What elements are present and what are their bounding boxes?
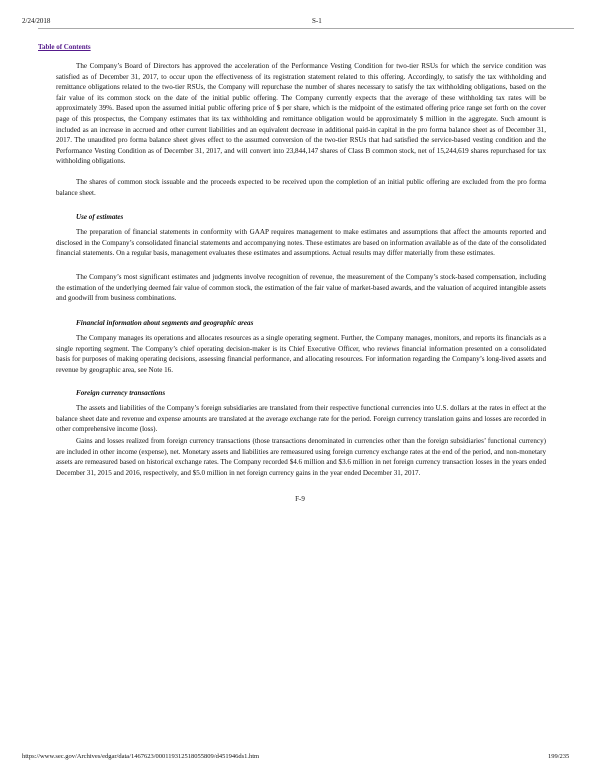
paragraph [56, 436, 546, 478]
paragraph [56, 272, 546, 304]
paragraph [56, 403, 546, 435]
paragraph-text: The preparation of financial statements in conformity with GAAP requires management to make estimates and assumptions that affect the amounts reported and disclosed in the Company’s consolidated financial statements and accompanying notes. These estimates are based on information available as of the date of the consolidated financial statements. On a regular basis, management evaluates these estimates and assumptions. Actual results may differ materially from these estimates. [56, 228, 546, 258]
table-of-contents-link[interactable]: Table of Contents [38, 43, 91, 51]
paragraph-text: The shares of common stock issuable and the proceeds expected to be received upon the completion of an initial public offering are excluded from the pro forma balance sheet. [56, 178, 546, 197]
document-title: S-1 [312, 17, 322, 25]
paragraph-text: The Company’s Board of Directors has approved the acceleration of the Performance Vesting Condition for two-tier RSUs for which the service condition was satisfied as of December 31, 2017, to occur upon the effectiveness of its registration statement related to this offering. Accordingly, to satisfy the tax withholding and remittance obligations related to the two-tier RSUs, the Company will repurchase the number of shares necessary to satisfy the tax withholding obligations, based on the fair value of its common stock on the date of the initial public offering. The Company currently expects that the average of these withholding tax rates will be approximately 39%. Based upon the assumed initial public offering price of $ per share, which is the midpoint of the estimated offering price range set forth on the cover page of this prospectus, the Company estimates that its tax withholding and remittance obligation would be approximately $ million in the aggregate. Such amount is included as an increase in accrued and other current liabilities and an equivalent decrease in additional paid-in capital in the pro forma balance sheet as of December 31, 2017. The unaudited pro forma balance sheet gives effect to the assumed conversion of the two-tier RSUs that had satisfied the service-based vesting condition and the Performance Vesting Condition as of December 31, 2017, and will convert into 23,844,147 shares of Class B common stock, net of 15,244,619 shares repurchased for tax withholding obligations. [56, 62, 546, 166]
paragraph [56, 177, 546, 198]
paragraph-text: The Company manages its operations and allocates resources as a single operating segment. Further, the Company manages, monitors, and reports its financials as a single reporting segment. The Company’s chief operating decision-maker is its Chief Executive Officer, who reviews financial information presented on a consolidated basis for purposes of making operating decisions, assessing financial performance, and allocating resources. For information regarding the Company’s long-lived assets and revenue by geographic area, see Note 16. [56, 334, 546, 374]
paragraph [56, 227, 546, 259]
header-divider [38, 28, 574, 29]
paragraph-text: The assets and liabilities of the Company’s foreign subsidiaries are translated from their respective functional currencies into U.S. dollars at the rates in effect at the balance sheet date and revenue and expense amounts are translated at the average exchange rate for the period. Foreign currency translation gains and losses are recorded in other comprehensive income (loss). [56, 404, 546, 434]
section-heading: Financial information about segments and geographic areas [76, 319, 254, 327]
paragraph [56, 333, 546, 375]
paragraph-text: The Company’s most significant estimates and judgments involve recognition of revenue, the measurement of the Company’s stock-based compensation, including the estimation of the underlying deemed fair value of common stock, the estimation of the fair value of market-based awards, and the valuation of acquired intangible assets and goodwill from business combinations. [56, 273, 546, 303]
paragraph-text: Gains and losses realized from foreign currency transactions (those transactions denominated in currencies other than the foreign subsidiaries’ functional currency) are included in other income (expense), net. Monetary assets and liabilities are remeasured using foreign currency exchange rates at the end of the period, and non-monetary assets are remeasured based on historical exchange rates. The Company recorded $4.6 million and $3.6 million in net foreign currency transaction losses in the years ended December 31, 2015 and 2016, respectively, and $5.0 million in net foreign currency gains in the year ended December 31, 2017. [56, 437, 546, 477]
paragraph [56, 61, 546, 167]
page-number: F-9 [295, 495, 305, 503]
print-date: 2/24/2018 [22, 17, 51, 25]
footer-url: https://www.sec.gov/Archives/edgar/data/1467623/000119312518055809/d451946ds1.htm [22, 753, 260, 760]
footer-page-count: 199/235 [548, 753, 570, 760]
section-heading: Foreign currency transactions [76, 389, 166, 397]
section-heading: Use of estimates [76, 213, 124, 221]
